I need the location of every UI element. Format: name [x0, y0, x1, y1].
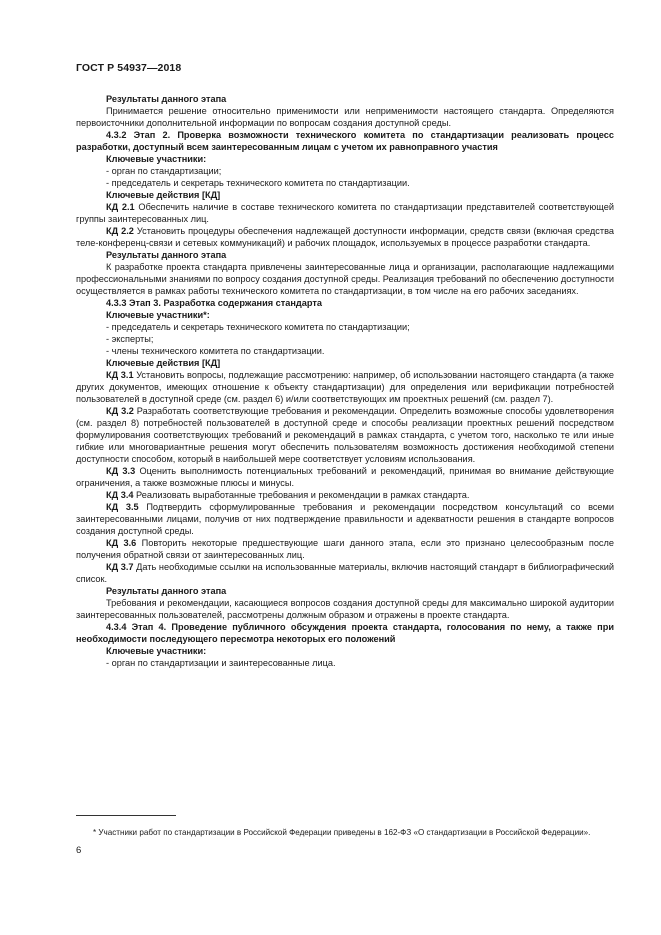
paragraph — [76, 465, 614, 489]
action-label: КД 2.1 — [106, 202, 135, 212]
action-label: КД 3.6 — [106, 538, 137, 548]
paragraph — [76, 405, 614, 465]
paragraph — [76, 537, 614, 561]
section-heading — [76, 93, 614, 105]
footnote-text: * Участники работ по стандартизации в Российской Федерации приведены в 162-ФЗ «О стандартизации в Российской Федерации». — [93, 828, 591, 838]
section-heading — [76, 189, 614, 201]
paragraph — [76, 105, 614, 129]
paragraph-text: Ключевые участники*: — [106, 310, 210, 320]
list-item — [76, 657, 614, 669]
paragraph-text: Результаты данного этапа — [106, 250, 227, 260]
paragraph-text: Оценить выполнимость потенциальных требований и рекомендаций, принимая во внимание действующие ограничения, а также возможные плюсы и минусы. — [76, 466, 614, 488]
paragraph-text: - орган по стандартизации; — [106, 166, 222, 176]
document-header: ГОСТ Р 54937—2018 — [76, 62, 182, 74]
list-item — [76, 165, 614, 177]
action-label: КД 3.1 — [106, 370, 134, 380]
paragraph-text: 4.3.3 Этап 3. Разработка содержания стандарта — [106, 298, 322, 308]
paragraph-text: Ключевые действия [КД] — [106, 358, 221, 368]
section-heading — [76, 309, 614, 321]
paragraph-text: Результаты данного этапа — [106, 94, 227, 104]
section-heading — [76, 645, 614, 657]
paragraph — [76, 501, 614, 537]
paragraph-text: Ключевые участники: — [106, 154, 207, 164]
paragraph-text: Повторить некоторые предшествующие шаги данного этапа, если это признано целесообразным после получения обратной связи от заинтересованных лиц. — [76, 538, 614, 560]
paragraph-text: - эксперты; — [106, 334, 154, 344]
list-item — [76, 333, 614, 345]
paragraph — [76, 489, 614, 501]
page-number: 6 — [76, 845, 82, 856]
action-label: КД 3.3 — [106, 466, 136, 476]
paragraph — [76, 261, 614, 297]
paragraph-text: 4.3.4 Этап 4. Проведение публичного обсуждения проекта стандарта, голосования по нему, а также при необходимости последующего пересмотра некоторых его положений — [76, 622, 614, 644]
paragraph — [76, 369, 614, 405]
action-label: КД 3.2 — [106, 406, 134, 416]
paragraph-text: Ключевые действия [КД] — [106, 190, 221, 200]
list-item — [76, 177, 614, 189]
paragraph-text: - председатель и секретарь технического комитета по стандартизации. — [106, 178, 410, 188]
paragraph-text: Результаты данного этапа — [106, 586, 227, 596]
paragraph-text: Требования и рекомендации, касающиеся вопросов создания доступной среды для максимально широкой аудитории заинтересованных пользователей, рассмотрены должным образом и отражены в проекте стандарта. — [76, 598, 614, 620]
action-label: КД 2.2 — [106, 226, 134, 236]
paragraph-text: Принимается решение относительно применимости или неприменимости настоящего стандарта. Определяются первоисточники дополнительной информации по вопросам создания доступной среды. — [76, 106, 614, 128]
paragraph — [76, 201, 614, 225]
paragraph-text: Установить процедуры обеспечения надлежащей доступности информации, средств связи (включая средства теле-конференц-связи и сетевых коммуникаций) и рабочих площадок, используемых в процессе разработки стандарта. — [76, 226, 614, 248]
list-item — [76, 321, 614, 333]
section-heading — [76, 297, 614, 309]
paragraph — [76, 561, 614, 585]
section-heading — [76, 357, 614, 369]
paragraph-text: 4.3.2 Этап 2. Проверка возможности технического комитета по стандартизации реализовать процесс разработки, доступный всем заинтересованным лицам с учетом их равноправного участия — [76, 130, 614, 152]
paragraph-text: - орган по стандартизации и заинтересованные лица. — [106, 658, 336, 668]
footnote-divider — [76, 815, 176, 816]
paragraph-text: Ключевые участники: — [106, 646, 207, 656]
paragraph-text: Установить вопросы, подлежащие рассмотрению: например, об использовании настоящего стандарта (а также других документов, имеющих отношение к объекту стандартизации) для определения или верификации потребностей пользователей в доступной среде (см. раздел 6) и/или соответствующих им проектных решений (см. раздел 7). — [76, 370, 614, 404]
action-label: КД 3.7 — [106, 562, 134, 572]
section-heading — [76, 153, 614, 165]
section-heading — [76, 585, 614, 597]
paragraph — [76, 225, 614, 249]
footnote — [76, 819, 614, 846]
paragraph-text: Разработать соответствующие требования и рекомендации. Определить возможные способы удовлетворения (см. раздел 8) потребностей пользователей в доступной среде и способы реализации проектных решений посредством формулирования соответствующих требований и рекомендаций в рамках стандарта, с учетом того, насколько те или иные гибкие или многовариантные решения могут обеспечить пользователям возможность достижения необходимой степени доступности способом, который в наибольшей мере соответствует условиям использования. — [76, 406, 614, 464]
section-heading — [76, 249, 614, 261]
paragraph-text: Реализовать выработанные требования и рекомендации в рамках стандарта. — [133, 490, 470, 500]
section-heading — [76, 621, 614, 645]
paragraph-text: - члены технического комитета по стандартизации. — [106, 346, 325, 356]
paragraph-text: Подтвердить сформулированные требования и рекомендации посредством консультаций со всеми заинтересованными лицами, получив от них подтверждение правильности и адекватности решения в стандарте вопросов создания доступной среды. — [76, 502, 614, 536]
paragraph-text: К разработке проекта стандарта привлечены заинтересованные лица и организации, располагающие надлежащими профессиональными знаниями по вопросу создания доступной среды. Реализация требований по обеспечению доступности осуществляется в рамках работы технического комитета по стандартизации, в том числе на его рабочих заседаниях. — [76, 262, 614, 296]
section-heading — [76, 129, 614, 153]
document-body — [76, 93, 614, 669]
paragraph — [76, 597, 614, 621]
paragraph-text: Обеспечить наличие в составе технического комитета по стандартизации представителей соответствующей группы заинтересованных лиц. — [76, 202, 614, 224]
paragraph-text: Дать необходимые ссылки на использованные материалы, включив настоящий стандарт в библиографический список. — [76, 562, 614, 584]
action-label: КД 3.5 — [106, 502, 139, 512]
action-label: КД 3.4 — [106, 490, 134, 500]
list-item — [76, 345, 614, 357]
paragraph-text: - председатель и секретарь технического комитета по стандартизации; — [106, 322, 410, 332]
